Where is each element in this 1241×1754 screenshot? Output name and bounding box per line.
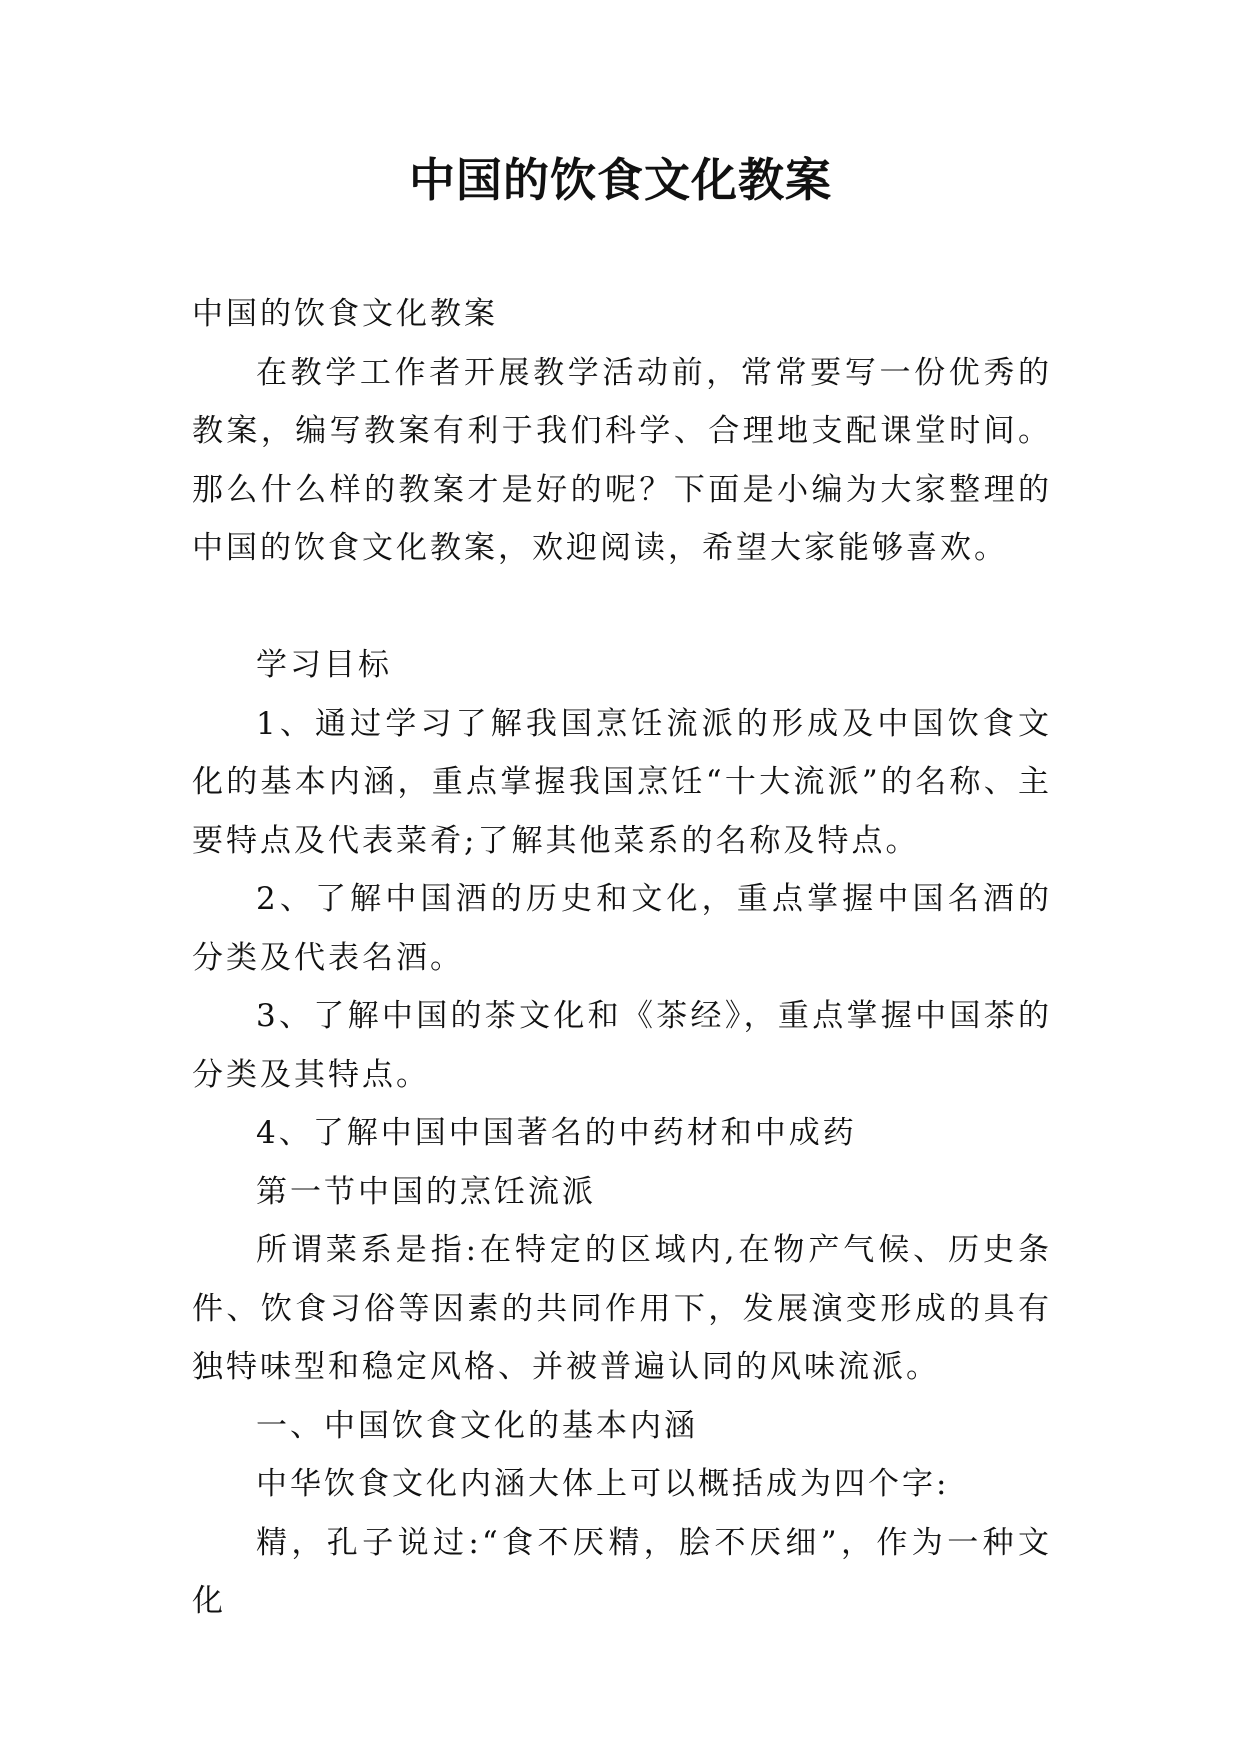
content-paragraph: 中华饮食文化内涵大体上可以概括成为四个字: [256, 1466, 950, 1502]
objective-item-1: 1、通过学习了解我国烹饪流派的形成及中国饮食文化的基本内涵，重点掌握我国烹饪“十大流派”的名称、主要特点及代表菜肴;了解其他菜系的名称及特点。 [192, 705, 1052, 859]
objective-item-2: 2、了解中国酒的历史和文化，重点掌握中国名酒的分类及代表名酒。 [192, 881, 1052, 976]
paragraph-gap [192, 578, 1052, 637]
intro-paragraph: 在教学工作者开展教学活动前，常常要写一份优秀的教案，编写教案有利于我们科学、合理地支配课堂时间。那么什么样的教案才是好的呢？下面是小编为大家整理的中国的饮食文化教案，欢迎阅读，希望大家能够喜欢。 [192, 354, 1052, 566]
objective-item-3: 3、了解中国的茶文化和《茶经》，重点掌握中国茶的分类及其特点。 [192, 998, 1052, 1093]
content-paragraph-jing: 精，孔子说过:“食不厌精，脍不厌细”，作为一种文化 [192, 1524, 1052, 1619]
document-title: 中国的饮食文化教案 [409, 153, 832, 207]
section-heading-objectives: 学习目标 [256, 647, 392, 683]
document-body [192, 285, 1052, 1631]
section-heading-basic-meaning: 一、中国饮食文化的基本内涵 [256, 1407, 698, 1444]
subtitle-paragraph: 中国的饮食文化教案 [192, 296, 498, 332]
definition-paragraph: 所谓菜系是指:在特定的区域内,在物产气候、历史条件、饮食习俗等因素的共同作用下，发展演变形成的具有独特味型和稳定风格、并被普遍认同的风味流派。 [192, 1232, 1052, 1385]
section-heading-chapter-1: 第一节中国的烹饪流派 [256, 1173, 596, 1210]
objective-item-4: 4、了解中国中国著名的中药材和中成药 [256, 1115, 857, 1151]
